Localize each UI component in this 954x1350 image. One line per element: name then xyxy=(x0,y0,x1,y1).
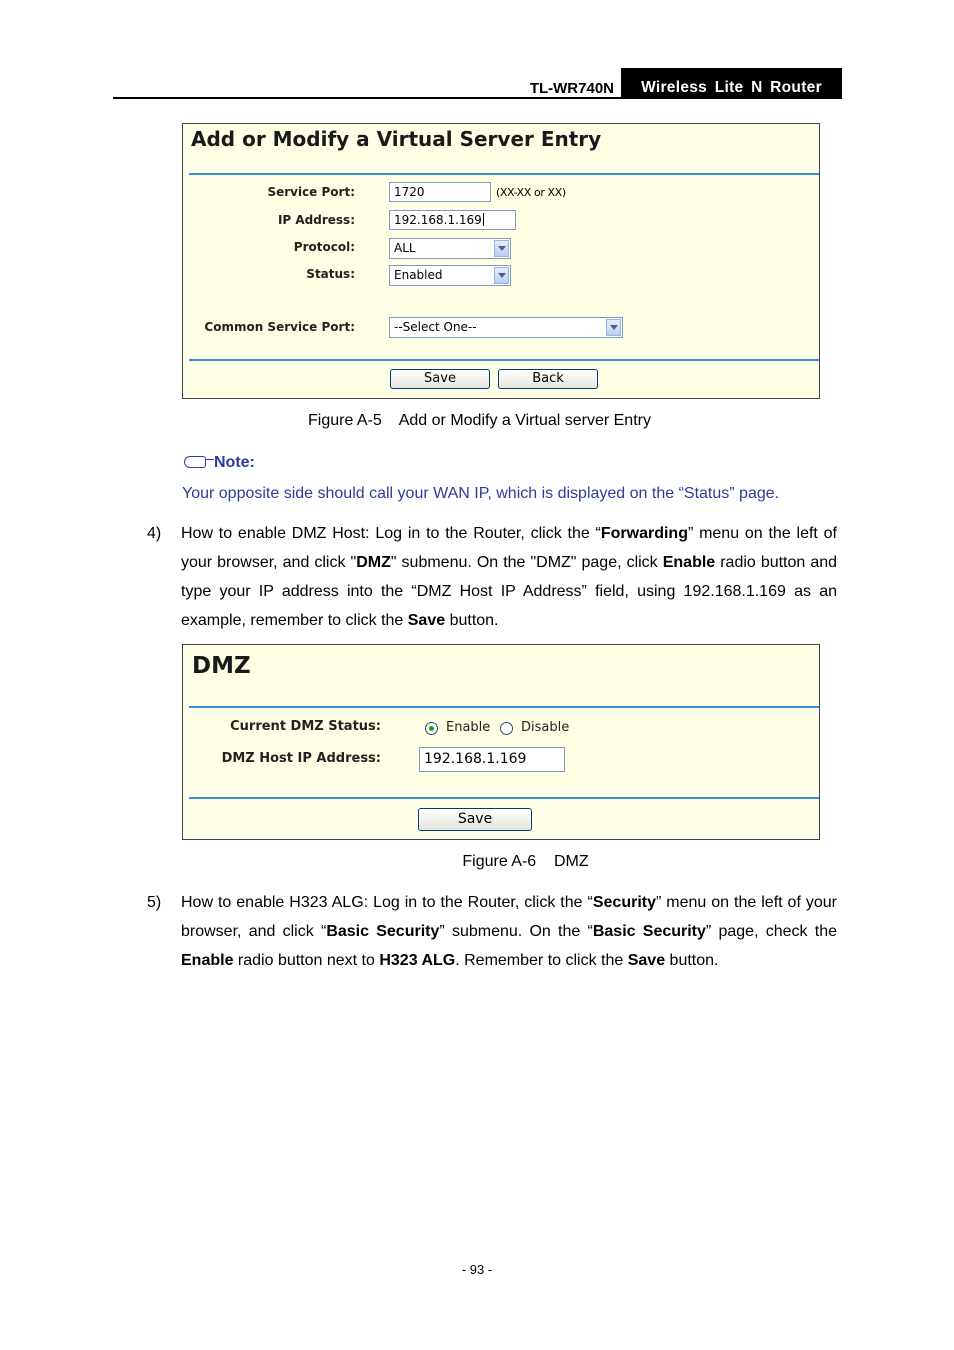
figure-caption-a6: Figure A-6 DMZ xyxy=(462,853,589,870)
note-heading xyxy=(184,454,255,472)
protocol-select[interactable] xyxy=(389,238,511,259)
disable-radio[interactable] xyxy=(500,722,513,735)
step-number: 4) xyxy=(147,525,162,542)
chevron-down-icon[interactable] xyxy=(494,240,509,257)
status-label: Status: xyxy=(306,267,355,281)
chevron-down-icon[interactable] xyxy=(494,267,509,284)
common-service-port-select[interactable] xyxy=(389,317,623,338)
save-button[interactable]: Save xyxy=(390,369,490,389)
ip-address-label: IP Address: xyxy=(277,213,355,227)
step-5-paragraph: How to enable H323 ALG: Log in to the Router, click the “Security” menu on the left of your browser, and click “Basic Security” submenu. On the “Basic Security” page, check the Enable radio button next to H323 ALG. Remember to click the Save button. xyxy=(181,894,838,969)
header-rule xyxy=(113,97,842,99)
enable-label: Enable xyxy=(446,720,491,735)
divider-top xyxy=(189,706,819,708)
service-port-hint: (XX-XX or XX) xyxy=(496,186,566,199)
dmz-panel xyxy=(182,644,820,840)
dmz-host-ip-label: DMZ Host IP Address: xyxy=(221,751,381,766)
divider-top xyxy=(189,173,819,175)
disable-label: Disable xyxy=(521,720,570,735)
ip-address-value: 192.168.1.169 xyxy=(394,213,482,227)
ip-address-input[interactable] xyxy=(389,210,516,230)
service-port-label: Service Port: xyxy=(267,185,355,199)
pointing-hand-icon xyxy=(184,456,206,468)
page-number: - 93 - xyxy=(461,1262,493,1277)
step-number: 5) xyxy=(147,894,162,911)
status-value: Enabled xyxy=(394,268,443,282)
header-model: TL-WR740N xyxy=(529,80,614,97)
figure-caption-a5: Figure A-5 Add or Modify a Virtual server Entry xyxy=(308,412,651,429)
divider-bottom xyxy=(189,359,819,361)
dmz-host-ip-input[interactable]: 192.168.1.169 xyxy=(419,747,565,772)
common-service-port-label: Common Service Port: xyxy=(204,320,355,334)
status-select[interactable] xyxy=(389,265,511,286)
current-dmz-status-label: Current DMZ Status: xyxy=(230,719,381,734)
protocol-value: ALL xyxy=(394,241,416,255)
back-button[interactable]: Back xyxy=(498,369,598,389)
divider-bottom xyxy=(189,797,819,799)
panel-title: DMZ xyxy=(192,653,251,679)
save-button[interactable]: Save xyxy=(418,808,532,831)
note-text: Your opposite side should call your WAN IP, which is displayed on the “Status” page. xyxy=(182,485,780,502)
step-4-paragraph: How to enable DMZ Host: Log in to the Router, click the “Forwarding” menu on the left of your browser, and click "DMZ" submenu. On the "DMZ" page, click Enable radio button and type your IP address into the “DMZ Host IP Address” field, using 192.168.1.169 as an example, remember to click the Save button. xyxy=(181,525,838,629)
header-product: Wireless Lite N Router xyxy=(621,68,842,99)
enable-radio[interactable] xyxy=(425,722,438,735)
virtual-server-panel xyxy=(182,123,820,399)
text-caret xyxy=(483,213,484,226)
service-port-input[interactable]: 1720 xyxy=(389,182,491,202)
panel-title: Add or Modify a Virtual Server Entry xyxy=(191,127,602,151)
note-label: Note: xyxy=(214,454,255,471)
protocol-label: Protocol: xyxy=(293,240,355,254)
chevron-down-icon[interactable] xyxy=(606,319,621,336)
common-service-port-value: --Select One-- xyxy=(394,320,477,334)
